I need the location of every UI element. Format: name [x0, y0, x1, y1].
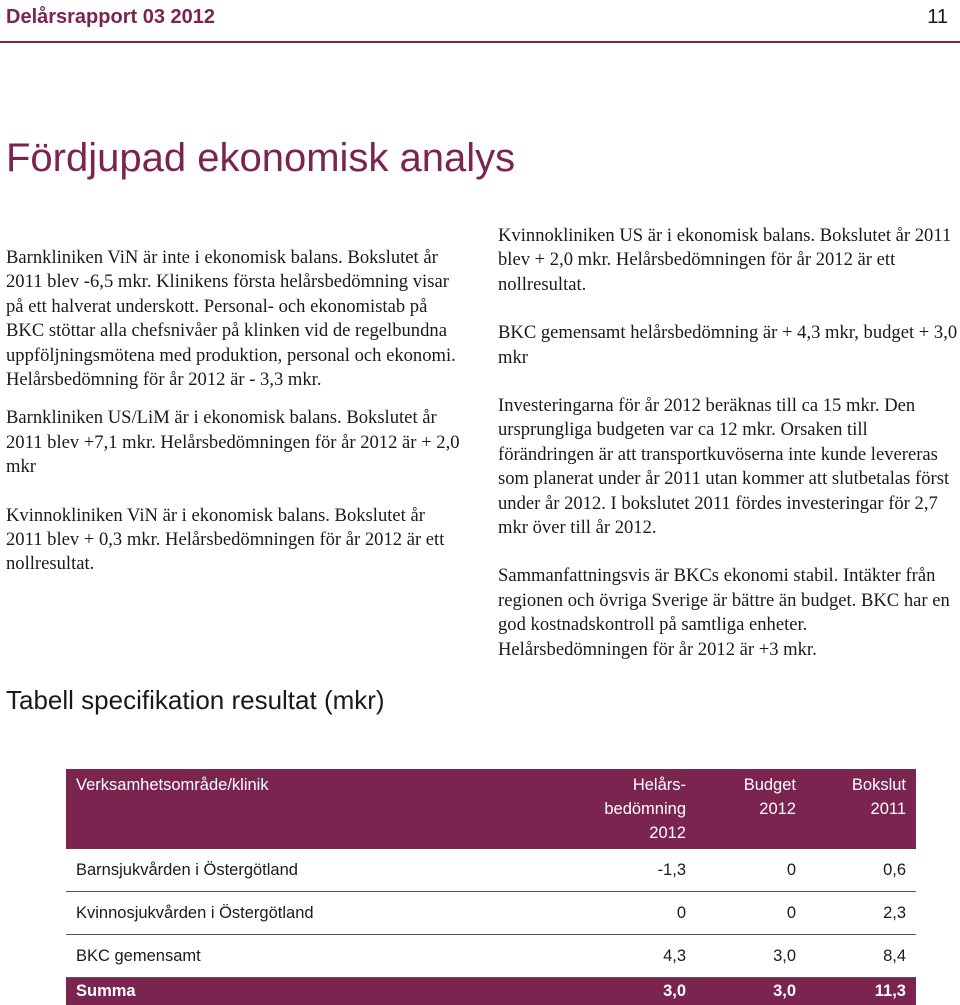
column-header-budget-line2: 2012 [759, 800, 796, 818]
paragraph-kvinnokliniken-vin: Kvinnokliniken ViN är i ekonomisk balans. Bokslutet år 2011 blev + 0,3 mkr. Helårsbedömningen för år 2012 är ett nollresultat. [6, 504, 466, 577]
paragraph-bkc-gemensamt: BKC gemensamt helårsbedömning är + 4,3 mkr, budget + 3,0 mkr [498, 321, 960, 370]
total-closing: 11,3 [806, 978, 916, 1005]
cell-budget: 0 [696, 849, 806, 892]
paragraph-barnkliniken-vin: Barnkliniken ViN är inte i ekonomisk balans. Bokslutet år 2011 blev -6,5 mkr. Klinikens första helårsbedömning visar på ett halverat underskott. Personal- och ekonomistab på BKC stöttar alla chefsnivåer på klinken vid de regelbundna uppföljningsmötena med produktion, personal och ekonomi. Helårsbedömning för år 2012 är - 3,3 mkr. [6, 246, 466, 392]
cell-budget: 3,0 [696, 935, 806, 978]
column-header-closing [806, 769, 916, 849]
cell-forecast: 0 [586, 892, 696, 935]
column-header-closing-line2: 2011 [871, 800, 906, 818]
cell-closing: 2,3 [806, 892, 916, 935]
header-divider [0, 41, 960, 43]
paragraph-investeringar: Investeringarna för år 2012 beräknas till ca 15 mkr. Den ursprungliga budgeten var ca 12 mkr. Orsaken till förändringen är att transportkuvöserna inte kunde levereras som planerat under år 2011 utan kommer att slutbetalas först under år 2012. I bokslutet 2011 fördes investeringar för 2,7 mkr över till år 2012. [498, 394, 960, 540]
total-budget: 3,0 [696, 978, 806, 1005]
page-number: 11 [927, 6, 948, 29]
table-heading: Tabell specifikation resultat (mkr) [6, 685, 385, 716]
cell-area: Barnsjukvården i Östergötland [66, 849, 586, 892]
paragraph-sammanfattning: Sammanfattningsvis är BKCs ekonomi stabil. Intäkter från regionen och övriga Sverige är bättre än budget. BKC har en god kostnadskontroll på samtliga enheter. Helårsbedömningen för år 2012 är +3 mkr. [498, 564, 960, 662]
right-text-column [498, 224, 960, 686]
table-header-row [66, 769, 916, 849]
cell-budget: 0 [696, 892, 806, 935]
results-table [66, 769, 916, 1005]
total-label: Summa [66, 978, 586, 1005]
column-header-forecast-line3: 2012 [649, 824, 686, 842]
report-header-title: Delårsrapport 03 2012 [6, 6, 215, 29]
paragraph-barnkliniken-us-lim: Barnkliniken US/LiM är i ekonomisk balans. Bokslutet år 2011 blev +7,1 mkr. Helårsbedömningen för år 2012 är + 2,0 mkr [6, 406, 466, 479]
cell-forecast: 4,3 [586, 935, 696, 978]
cell-area: Kvinnosjukvården i Östergötland [66, 892, 586, 935]
column-header-budget [696, 769, 806, 849]
cell-closing: 0,6 [806, 849, 916, 892]
column-header-closing-line1: Bokslut [852, 776, 906, 794]
cell-forecast: -1,3 [586, 849, 696, 892]
column-header-area: Verksamhetsområde/klinik [66, 769, 586, 849]
table-row [66, 935, 916, 978]
total-forecast: 3,0 [586, 978, 696, 1005]
cell-closing: 8,4 [806, 935, 916, 978]
column-header-forecast [586, 769, 696, 849]
column-header-forecast-line1: Helårs- [633, 776, 686, 794]
paragraph-kvinnokliniken-us: Kvinnokliniken US är i ekonomisk balans. Bokslutet år 2011 blev + 2,0 mkr. Helårsbedömningen för år 2012 är ett nollresultat. [498, 224, 960, 297]
table-total-row [66, 978, 916, 1005]
column-header-budget-line1: Budget [744, 776, 796, 794]
table-row [66, 849, 916, 892]
cell-area: BKC gemensamt [66, 935, 586, 978]
page-title: Fördjupad ekonomisk analys [6, 130, 515, 186]
column-header-forecast-line2: bedömning [604, 800, 686, 818]
table-row [66, 892, 916, 935]
left-text-column [6, 246, 466, 601]
